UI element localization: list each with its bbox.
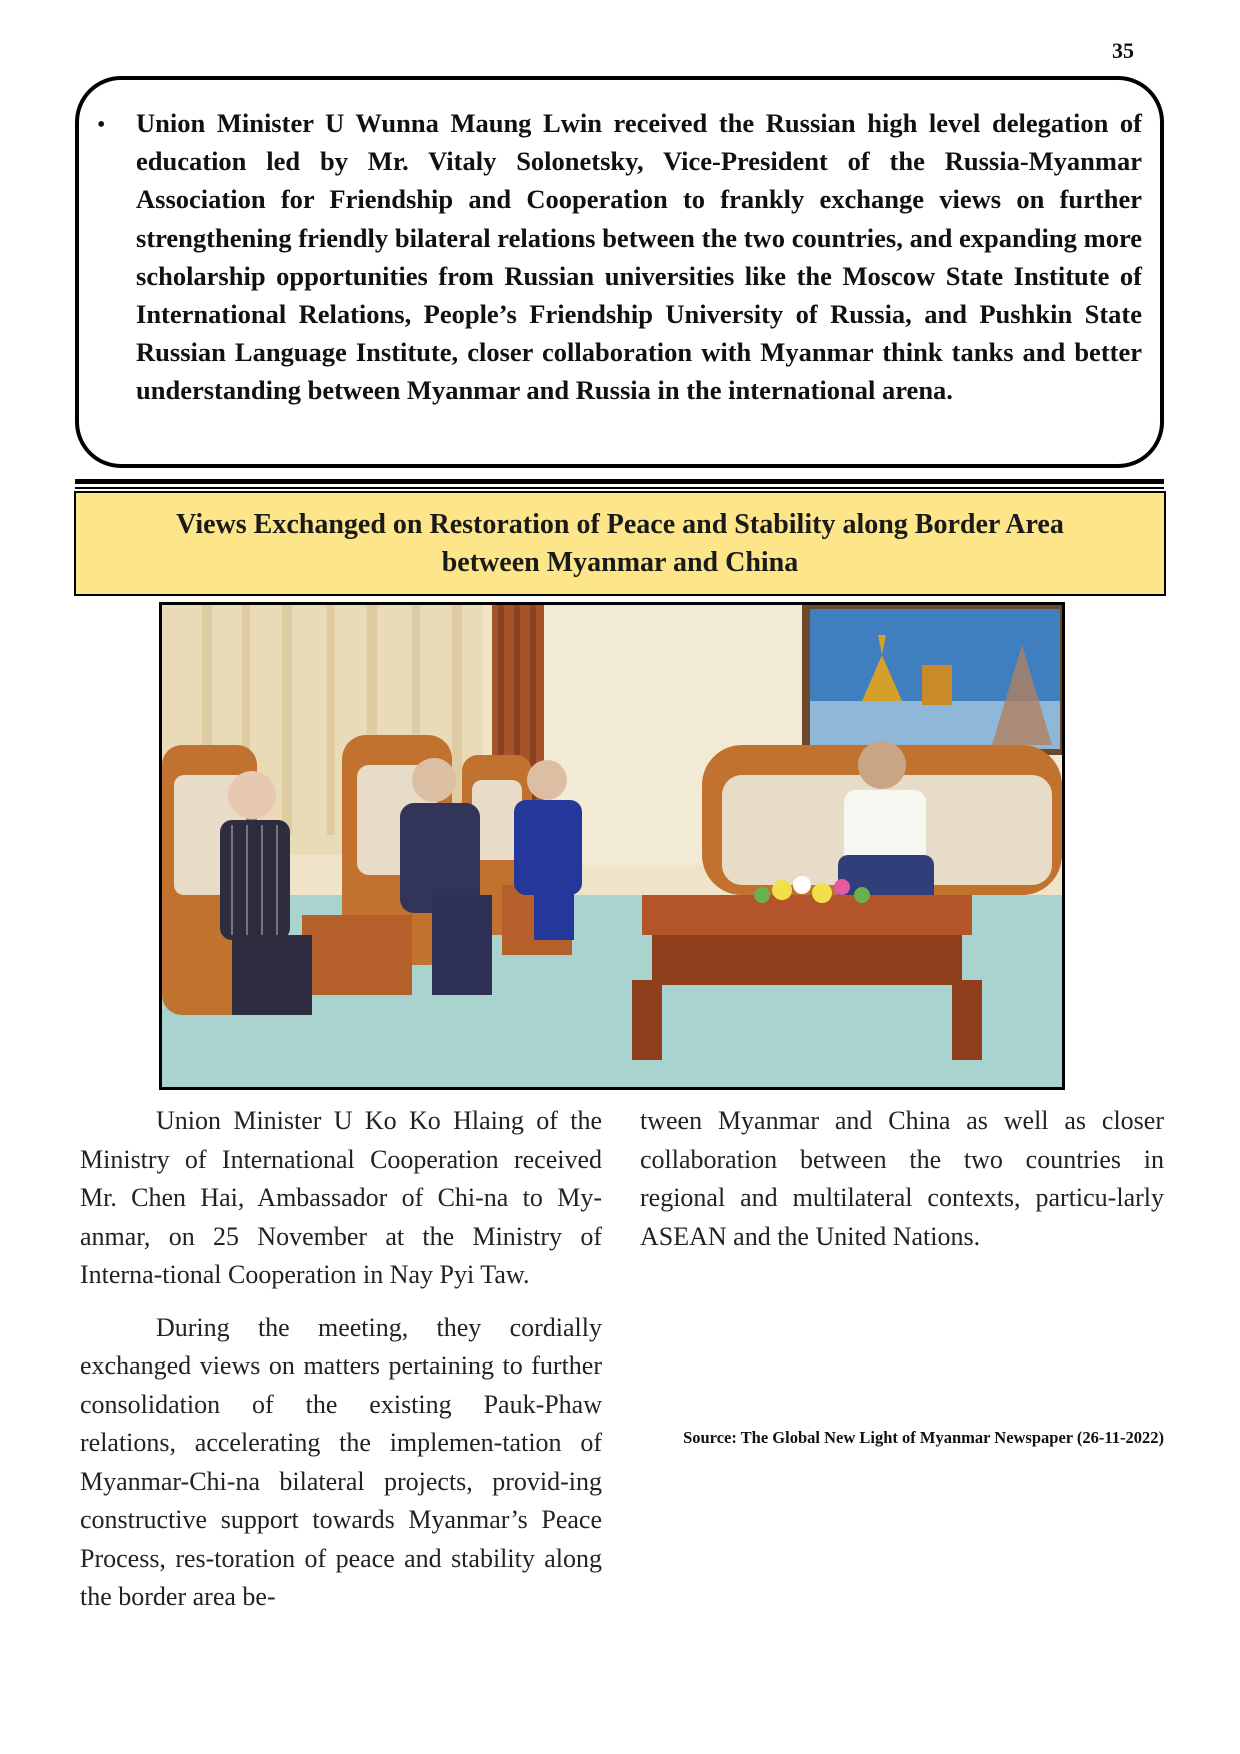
page-number: 35 (1112, 38, 1134, 63)
article-paragraph: tween Myanmar and China as well as closer collaboration between the two countries in regional and multilateral contexts, particu-larly ASEAN and the United Nations. (640, 1106, 1164, 1251)
meeting-photo (159, 602, 1065, 1090)
section-divider (75, 479, 1164, 484)
article-heading-line1: Views Exchanged on Restoration of Peace and Stability along Border Area (176, 508, 1064, 540)
article-paragraph: During the meeting, they cordially exchanged views on matters pertaining to further consolidation of the existing Pauk-Phaw relations, accelerating the implemen-tation of Myanmar-Chi-na bilateral projects, provid-ing constructive support towards Myanmar’s Peace Process, res-toration of peace and stability along the border area be- (80, 1312, 602, 1611)
highlight-text: Union Minister U Wunna Maung Lwin received the Russian high level delegation of education led by Mr. Vitaly Solonetsky, Vice-President of the Russia-Myanmar Association for Friendship and Cooperation to frankly exchange views on further strengthening friendly bilateral relations between the two countries, and expanding more scholarship opportunities from Russian universities like the Moscow State Institute of International Relations, People’s Friendship University of Russia, and Pushkin State Russian Language Institute, closer collaboration with Myanmar think tanks and better understanding between Myanmar and Russia in the international arena. (136, 108, 1142, 406)
article-paragraph: Union Minister U Ko Ko Hlaing of the Ministry of International Cooperation received Mr. Chen Hai, Ambassador of Chi-na to My-anmar, on 25 November at the Ministry of Interna-tional Cooperation in Nay Pyi Taw. (80, 1106, 602, 1289)
section-divider-thin (75, 487, 1164, 489)
bullet-marker: • (97, 112, 106, 138)
article-heading-line2: between Myanmar and China (441, 546, 799, 578)
article-left-column (80, 1102, 602, 1631)
article-heading-box (74, 491, 1166, 596)
source-citation: Source: The Global New Light of Myanmar Newspaper (26-11-2022) (683, 1428, 1164, 1447)
article-right-column (640, 1102, 1164, 1270)
article-heading (100, 506, 1140, 582)
